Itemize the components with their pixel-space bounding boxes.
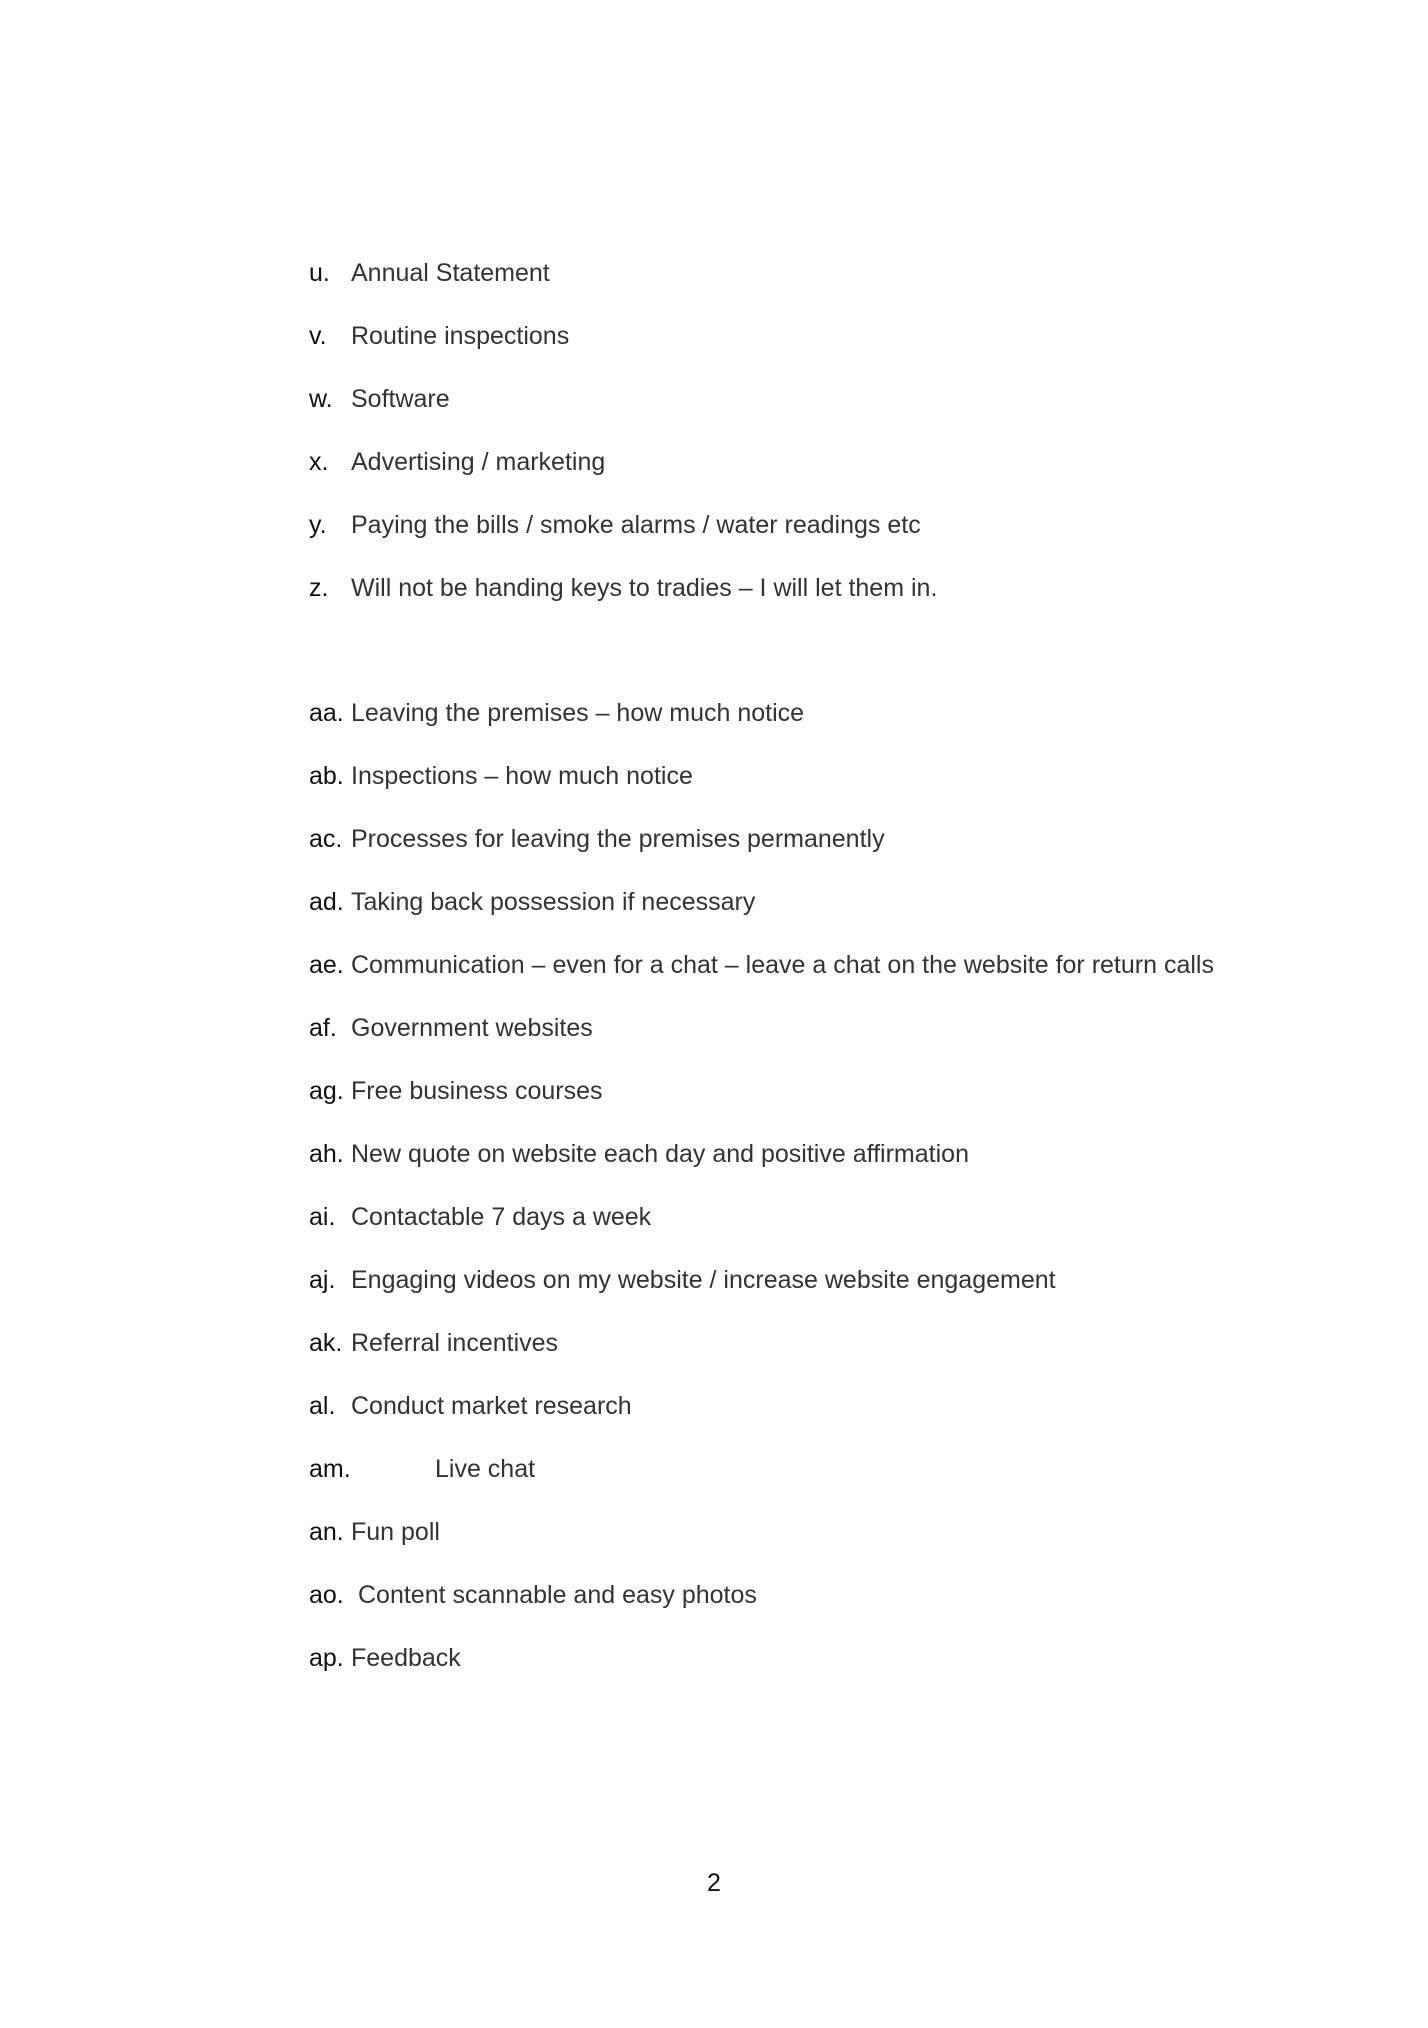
list-marker: ab. [309, 762, 344, 790]
list-marker: ac. [309, 825, 343, 853]
list-marker: ao. [309, 1581, 344, 1609]
list-marker: al. [309, 1392, 336, 1420]
list-item-text: Will not be handing keys to tradies – I will let them in. [351, 574, 938, 602]
list-item-text: Feedback [351, 1644, 461, 1672]
list-marker: ah. [309, 1140, 344, 1168]
list-marker: v. [309, 322, 327, 350]
list-marker: y. [309, 511, 327, 539]
list-item-text: Routine inspections [351, 322, 570, 350]
list-marker: w. [309, 385, 333, 413]
list-marker: aj. [309, 1266, 336, 1294]
list-marker: x. [309, 448, 329, 476]
list-marker: ae. [309, 951, 344, 979]
list-item-text: Paying the bills / smoke alarms / water readings etc [351, 511, 921, 539]
page-number: 2 [707, 1869, 721, 1897]
list-marker: ai. [309, 1203, 336, 1231]
list-marker: u. [309, 259, 330, 287]
list-marker: af. [309, 1014, 337, 1042]
list-item-text: Software [351, 385, 450, 413]
list-item-text: Advertising / marketing [351, 448, 606, 476]
list-marker: ak. [309, 1329, 343, 1357]
list-item-text: Inspections – how much notice [351, 762, 693, 790]
list-marker: an. [309, 1518, 344, 1546]
list-item-text: Conduct market research [351, 1392, 632, 1420]
list-item-text: Referral incentives [351, 1329, 559, 1357]
list-marker: ap. [309, 1644, 344, 1672]
list-item-text: Communication – even for a chat – leave a chat on the website for return calls [351, 951, 1214, 979]
list-item-text: Processes for leaving the premises permanently [351, 825, 885, 853]
list-marker: z. [309, 574, 329, 602]
list-item-text: New quote on website each day and positive affirmation [351, 1140, 969, 1168]
list-marker: ag. [309, 1077, 344, 1105]
list-item-text: Taking back possession if necessary [351, 888, 756, 916]
list-item-text: Annual Statement [351, 259, 550, 287]
list-item-text: Government websites [351, 1014, 593, 1042]
list-item-text: Contactable 7 days a week [351, 1203, 652, 1231]
list-marker: ad. [309, 888, 344, 916]
list-marker: aa. [309, 699, 344, 727]
list-marker: am. [309, 1455, 351, 1483]
list-item-text: Free business courses [351, 1077, 603, 1105]
list-item-text: Content scannable and easy photos [358, 1581, 757, 1609]
list-item-text: Live chat [435, 1455, 536, 1483]
list-item-text: Fun poll [351, 1518, 440, 1546]
list-item-text: Engaging videos on my website / increase website engagement [351, 1266, 1056, 1294]
list-item-text: Leaving the premises – how much notice [351, 699, 805, 727]
